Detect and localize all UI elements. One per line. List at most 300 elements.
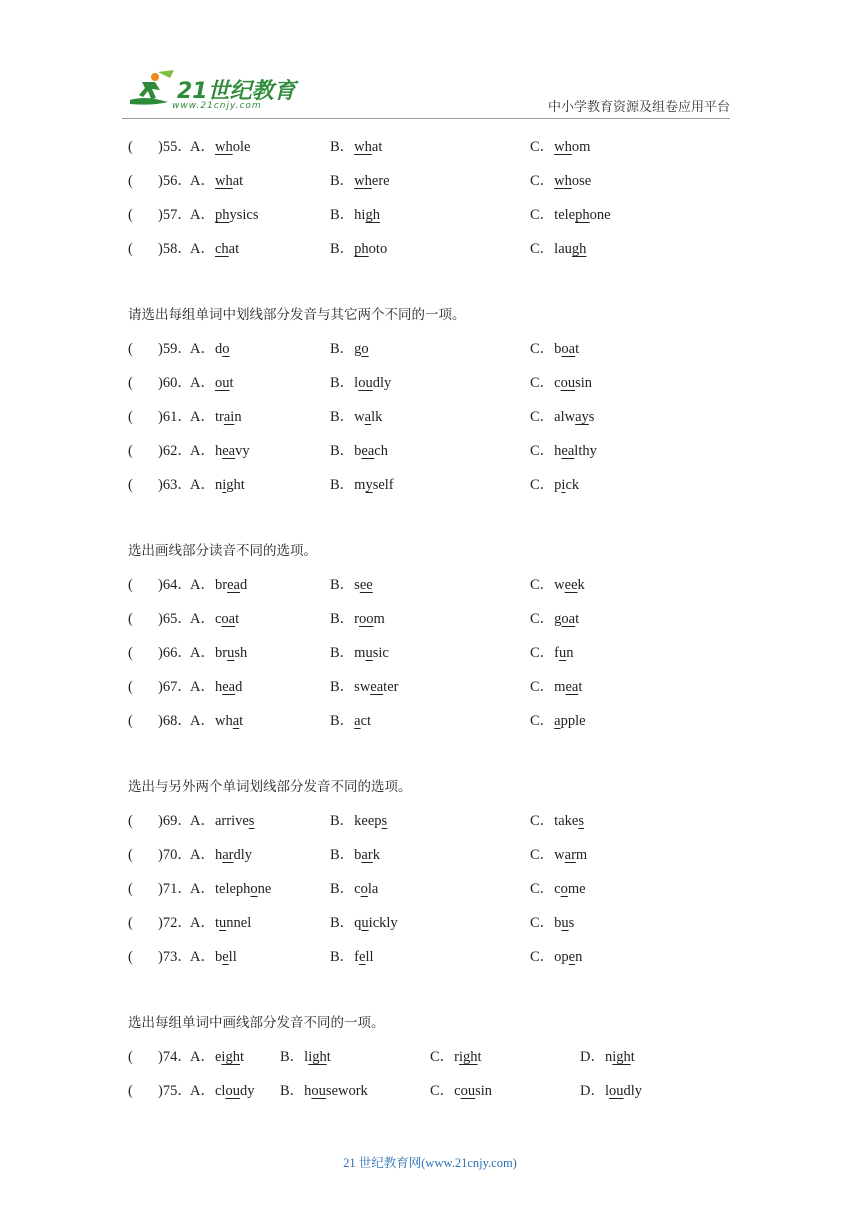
underlined-letters: ar (361, 847, 373, 863)
word-part: at (232, 173, 244, 189)
platform-tagline: 中小学教育资源及组卷应用平台 (547, 99, 730, 114)
option-c (530, 237, 586, 261)
question-number: )60． (158, 375, 192, 391)
question-number: )70． (158, 847, 192, 863)
option-c (530, 371, 592, 395)
word-part: w (354, 409, 365, 425)
word-part: t (239, 1049, 244, 1065)
option-c (530, 843, 587, 867)
question-row (128, 911, 748, 945)
option-label: A． (190, 443, 215, 459)
exercise-content (128, 135, 748, 1113)
option-c (430, 1079, 492, 1103)
word-part: ere (371, 173, 390, 189)
option-a (190, 237, 239, 261)
option-word (215, 645, 247, 661)
underlined-letters: oa (561, 611, 576, 627)
option-label: C． (530, 477, 555, 493)
underlined-letters: igh (221, 1049, 240, 1065)
word-part: n (214, 477, 223, 493)
answer-blank[interactable]: ( (128, 645, 133, 661)
option-label: B． (330, 207, 355, 223)
word-part: c (354, 881, 361, 897)
answer-blank[interactable]: ( (128, 713, 133, 729)
word-part: om (571, 139, 591, 155)
option-a (190, 607, 239, 631)
option-word (454, 1083, 492, 1099)
word-part: m (354, 477, 366, 493)
answer-blank[interactable]: ( (128, 915, 133, 931)
underlined-letters: s (578, 813, 584, 829)
word-part: h (304, 1083, 312, 1099)
option-word (354, 881, 378, 897)
word-part: lthy (574, 443, 597, 459)
option-word (215, 1083, 254, 1099)
word-part: t (326, 1049, 331, 1065)
option-b (330, 135, 382, 159)
word-part: w (554, 577, 565, 593)
option-word (215, 477, 245, 493)
option-label: B． (330, 241, 355, 257)
question-row (128, 169, 748, 203)
answer-blank[interactable]: ( (128, 173, 133, 189)
option-c (530, 945, 582, 969)
answer-blank[interactable]: ( (128, 207, 133, 223)
option-b (330, 809, 387, 833)
option-c (530, 573, 585, 597)
word-part: h (214, 443, 223, 459)
underlined-letters: u (361, 915, 369, 931)
underlined-letters: ou (214, 375, 230, 391)
option-word (554, 375, 592, 391)
answer-blank[interactable]: ( (128, 375, 133, 391)
underlined-letters: ou (311, 1083, 326, 1099)
question-number: )63． (158, 477, 192, 493)
underlined-letters: wh (214, 173, 233, 189)
word-part: br (214, 645, 228, 661)
answer-blank[interactable]: ( (128, 611, 133, 627)
word-part: c (214, 611, 222, 627)
word-part: n (566, 645, 574, 661)
option-b (330, 371, 391, 395)
option-word (554, 207, 610, 223)
option-d (580, 1079, 642, 1103)
word-part: t (575, 611, 580, 627)
option-word (354, 713, 371, 729)
underlined-letters: wh (554, 139, 572, 155)
underlined-letters: ou (460, 1083, 476, 1099)
header-divider (122, 118, 730, 119)
word-part: cl (214, 1083, 226, 1099)
word-part: h (214, 679, 223, 695)
word-part: e (214, 1049, 222, 1065)
option-label: A． (190, 375, 215, 391)
answer-blank[interactable]: ( (128, 679, 133, 695)
word-part: m (373, 611, 385, 627)
option-d (580, 1045, 635, 1069)
word-part: l (354, 375, 359, 391)
word-part: m (554, 679, 566, 695)
option-c (530, 675, 582, 699)
question-number: )69． (158, 813, 192, 829)
word-part: keep (354, 813, 382, 829)
answer-blank[interactable]: ( (128, 577, 133, 593)
word-part: t (214, 915, 220, 931)
option-label: B． (330, 375, 355, 391)
runner-logo-icon (122, 70, 178, 110)
question-number: )74． (158, 1049, 192, 1065)
underlined-letters: e (568, 949, 576, 965)
option-c (530, 169, 591, 193)
question-row (128, 473, 748, 507)
word-part: h (214, 847, 223, 863)
option-word (354, 679, 398, 695)
option-word (354, 173, 389, 189)
word-part: ll (228, 949, 237, 965)
word-part: s (354, 577, 360, 593)
option-b (330, 843, 380, 867)
option-word (554, 611, 579, 627)
question-row (128, 135, 748, 169)
underlined-letters: a (364, 409, 372, 425)
question-row (128, 1079, 748, 1113)
underlined-letters: o (222, 341, 230, 357)
option-b (280, 1045, 331, 1069)
word-part: f (354, 949, 360, 965)
option-b (330, 607, 385, 631)
underlined-letters: gh (365, 207, 380, 223)
question-row (128, 439, 748, 473)
option-b (330, 641, 389, 665)
word-part: q (354, 915, 362, 931)
underlined-letters: ea (370, 679, 384, 695)
word-part: vy (235, 443, 250, 459)
option-word (605, 1083, 642, 1099)
footer-text: 21 世纪教育网(www.21cnjy.com) (343, 1156, 517, 1170)
underlined-letters: ea (565, 679, 579, 695)
answer-blank[interactable]: ( (128, 847, 133, 863)
underlined-letters: ou (560, 375, 576, 391)
word-part: la (367, 881, 379, 897)
word-part: dly (372, 375, 392, 391)
word-part: oto (368, 241, 388, 257)
underlined-letters: o (560, 881, 568, 897)
option-label: A． (190, 915, 215, 931)
option-c (530, 809, 584, 833)
option-word (354, 443, 388, 459)
question-number: )58． (158, 241, 192, 257)
option-a (190, 371, 234, 395)
word-part: br (214, 577, 228, 593)
underlined-letters: u (227, 645, 235, 661)
underlined-letters: ea (361, 443, 375, 459)
answer-blank[interactable]: ( (128, 443, 133, 459)
word-part: g (554, 611, 562, 627)
question-row (128, 405, 748, 439)
option-word (354, 409, 382, 425)
option-label: A． (190, 1049, 215, 1065)
underlined-letters: i (561, 477, 566, 493)
answer-blank[interactable]: ( (128, 881, 133, 897)
option-a (190, 911, 251, 935)
word-part: k (372, 847, 380, 863)
option-label: C． (530, 173, 555, 189)
word-part: r (454, 1049, 460, 1065)
option-word (554, 881, 585, 897)
underlined-letters: wh (354, 173, 372, 189)
option-label: B． (280, 1049, 305, 1065)
answer-blank[interactable]: ( (128, 477, 133, 493)
option-b (330, 911, 398, 935)
option-word (215, 577, 247, 593)
underlined-letters: ou (358, 375, 373, 391)
option-word (215, 915, 251, 931)
option-label: A． (190, 207, 215, 223)
word-part: c (554, 375, 561, 391)
word-part: t (477, 1049, 482, 1065)
underlined-letters: ar (564, 847, 576, 863)
option-label: B． (330, 611, 355, 627)
question-row (128, 237, 748, 271)
option-label: C． (530, 813, 555, 829)
option-b (330, 439, 388, 463)
option-label: A． (190, 611, 215, 627)
question-row (128, 607, 748, 641)
word-part: r (354, 611, 360, 627)
option-word (554, 813, 584, 829)
option-c (530, 439, 597, 463)
underlined-letters: ou (609, 1083, 624, 1099)
word-part: h (554, 443, 562, 459)
option-word (605, 1049, 635, 1065)
option-word (454, 1049, 481, 1065)
option-a (190, 473, 245, 497)
word-part: pple (560, 713, 586, 729)
option-label: A． (190, 241, 215, 257)
underlined-letters: ph (214, 207, 230, 223)
word-part: ch (374, 443, 388, 459)
answer-blank[interactable]: ( (128, 139, 133, 155)
underlined-letters: igh (308, 1049, 327, 1065)
word-part: dly (623, 1083, 643, 1099)
question-number: )55． (158, 139, 192, 155)
option-word (554, 341, 579, 357)
option-b (330, 473, 394, 497)
option-label: C． (430, 1049, 455, 1065)
option-b (330, 237, 387, 261)
word-part: t (578, 679, 583, 695)
word-part: at (371, 139, 383, 155)
option-label: A． (190, 341, 215, 357)
answer-blank[interactable]: ( (128, 241, 133, 257)
question-number: )62． (158, 443, 192, 459)
option-label: B． (280, 1083, 305, 1099)
option-c (530, 607, 579, 631)
underlined-letters: ch (214, 241, 229, 257)
underlined-letters: ea (222, 443, 236, 459)
word-part: s (568, 915, 575, 931)
option-a (190, 337, 229, 361)
option-c (530, 641, 574, 665)
answer-blank[interactable]: ( (128, 341, 133, 357)
question-row (128, 877, 748, 911)
option-word (215, 679, 242, 695)
question-number: )65． (158, 611, 192, 627)
underlined-letters: wh (354, 139, 372, 155)
option-a (190, 1045, 244, 1069)
option-label: B． (330, 409, 355, 425)
underlined-letters: ai (223, 409, 235, 425)
option-a (190, 641, 247, 665)
underlined-letters: s (248, 813, 255, 829)
answer-blank[interactable]: ( (128, 949, 133, 965)
word-part: d (214, 341, 223, 357)
option-label: C． (530, 139, 555, 155)
option-label: A． (190, 173, 215, 189)
word-part: k (577, 577, 585, 593)
option-word (215, 207, 259, 223)
word-part: t (239, 713, 244, 729)
option-a (190, 135, 250, 159)
option-word (354, 645, 389, 661)
word-part: dly (233, 847, 253, 863)
word-part: tele (554, 207, 576, 223)
option-label: B． (330, 477, 355, 493)
option-label: B． (330, 915, 355, 931)
option-label: A． (190, 477, 215, 493)
question-row (128, 709, 748, 743)
word-part: hi (354, 207, 366, 223)
option-word (215, 375, 234, 391)
option-word (554, 847, 587, 863)
word-part: sic (372, 645, 389, 661)
answer-blank[interactable]: ( (128, 409, 133, 425)
word-part: f (554, 645, 560, 661)
option-label: B． (330, 713, 355, 729)
option-label: C． (530, 443, 555, 459)
question-row (128, 203, 748, 237)
underlined-letters: y (365, 477, 373, 493)
underlined-letters: u (561, 915, 569, 931)
word-part: ter (383, 679, 399, 695)
word-part: t (630, 1049, 635, 1065)
word-part: l (304, 1049, 309, 1065)
question-row (128, 843, 748, 877)
option-word (215, 713, 243, 729)
option-b (330, 337, 369, 361)
answer-blank[interactable]: ( (128, 1083, 133, 1099)
option-label: D． (580, 1049, 605, 1065)
option-label: C． (530, 713, 555, 729)
option-word (554, 915, 574, 931)
option-label: C． (530, 611, 555, 627)
option-word (215, 173, 243, 189)
option-c (530, 203, 611, 227)
option-label: C． (530, 375, 555, 391)
option-label: B． (330, 443, 355, 459)
option-label: B． (330, 813, 355, 829)
option-a (190, 1079, 254, 1103)
option-label: B． (330, 881, 355, 897)
word-part: sh (234, 645, 248, 661)
section-instruction: 请选出每组单词中划线部分发音与其它两个不同的一项。 (128, 307, 466, 323)
option-b (330, 203, 380, 227)
word-part: n (234, 409, 242, 425)
option-label: C． (530, 409, 555, 425)
page-header (0, 0, 860, 130)
option-word (354, 241, 387, 257)
word-part: d (239, 577, 248, 593)
word-part: one (589, 207, 611, 223)
underlined-letters: ou (225, 1083, 240, 1099)
word-part: n (575, 949, 583, 965)
word-part: ll (365, 949, 374, 965)
option-word (554, 645, 573, 661)
option-c (530, 911, 574, 935)
option-word (215, 241, 239, 257)
option-word (554, 173, 591, 189)
option-word (354, 341, 369, 357)
underlined-letters: o (361, 341, 369, 357)
option-label: B． (330, 341, 355, 357)
answer-blank[interactable]: ( (128, 813, 133, 829)
option-c (530, 405, 594, 429)
option-label: C． (530, 341, 555, 357)
word-part: c (454, 1083, 461, 1099)
option-a (190, 843, 252, 867)
option-label: C． (530, 207, 555, 223)
option-a (190, 809, 254, 833)
option-word (354, 611, 385, 627)
option-c (530, 135, 590, 159)
question-number: )59． (158, 341, 192, 357)
option-word (215, 1049, 244, 1065)
option-word (304, 1049, 331, 1065)
option-label: B． (330, 173, 355, 189)
question-number: )66． (158, 645, 192, 661)
word-part: b (554, 915, 562, 931)
option-a (190, 203, 258, 227)
underlined-letters: oa (221, 611, 236, 627)
option-a (190, 675, 242, 699)
underlined-letters: a (554, 713, 561, 729)
question-row (128, 337, 748, 371)
underlined-letters: wh (214, 139, 233, 155)
word-part: t (575, 341, 580, 357)
word-part: lau (554, 241, 572, 257)
underlined-letters: e (222, 949, 229, 965)
question-number: )68． (158, 713, 192, 729)
word-part: w (554, 847, 565, 863)
option-label: A． (190, 645, 215, 661)
word-part: lk (371, 409, 383, 425)
word-part: tr (214, 409, 224, 425)
word-part: ose (571, 173, 592, 189)
option-label: A． (190, 713, 215, 729)
option-b (330, 675, 398, 699)
option-a (190, 877, 271, 901)
option-word (554, 409, 594, 425)
option-a (190, 709, 243, 733)
underlined-letters: o (360, 881, 368, 897)
word-part: b (554, 341, 562, 357)
word-part: sework (325, 1083, 368, 1099)
word-part: sw (354, 679, 371, 695)
option-c (530, 877, 586, 901)
answer-blank[interactable]: ( (128, 1049, 133, 1065)
underlined-letters: o (250, 881, 258, 897)
option-word (354, 577, 373, 593)
